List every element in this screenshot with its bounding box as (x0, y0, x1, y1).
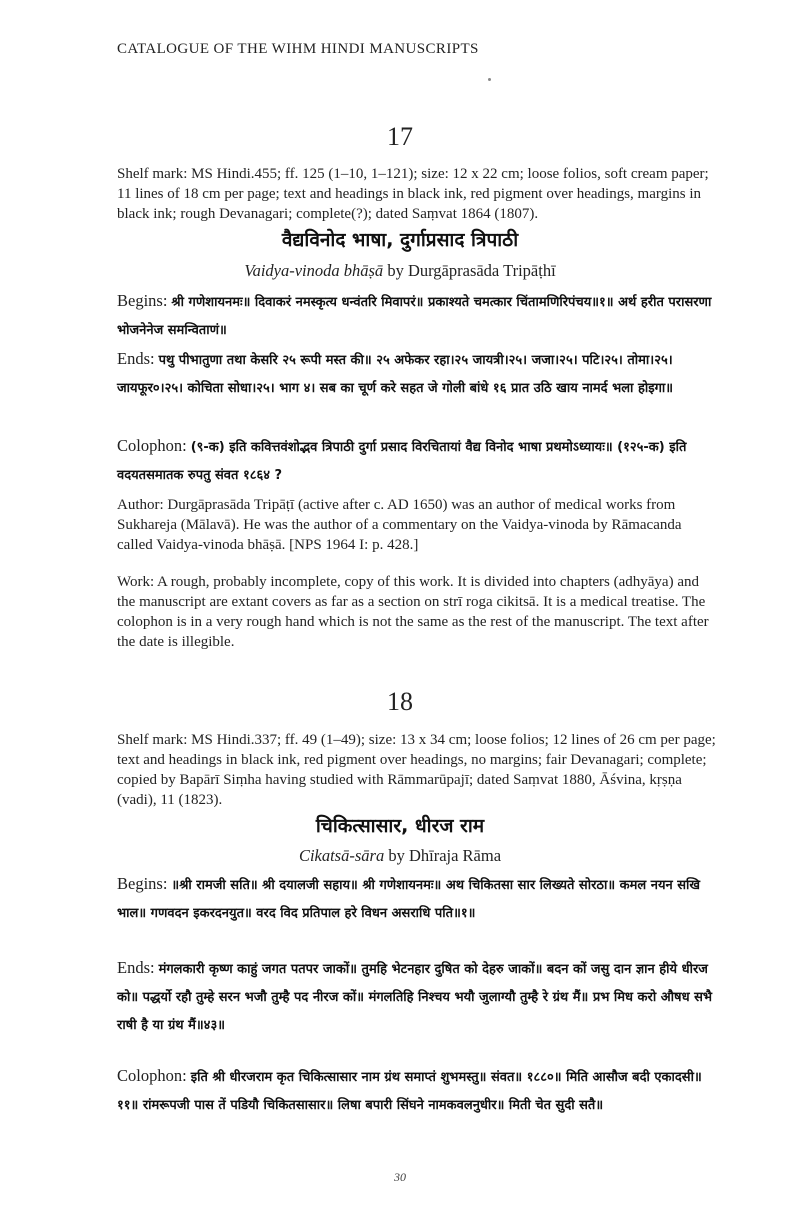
entry-17-title-roman: Vaidya-vinoda bhāṣā (244, 261, 384, 280)
begins-text: श्री गणेशायनमः॥ दिवाकरं नमस्कृत्य धन्वंतरि मिवापरं॥ प्रकाश्यते चमत्कार चिंतामणिरिपंचय॥१॥ अर्थ हरीत परासरणा भोजनेनेज समन्विताणं॥ (117, 295, 712, 338)
entry-17-title-devanagari: वैद्यविनोद भाषा, दुर्गाप्रसाद त्रिपाठी (281, 229, 519, 251)
entry-18-title-roman: Cikatsā-sāra (298, 846, 385, 865)
colophon-label: Colophon: (117, 436, 187, 455)
begins-label: Begins: (117, 874, 168, 893)
colophon-text: इति श्री धीरजराम कृत चिकित्सासार नाम ग्रंथ समाप्तं शुभमस्तु॥ संवत॥ १८८०॥ मिति आसौज बदी एकादसी॥११॥ रांमरूपजी पास तें पडियौ चिकितसासार॥ लिषा बपारी सिंघने नामकवलनुधीर॥ मिती चेत सुदी सतै॥ (117, 1070, 702, 1113)
entry-17-colophon (117, 432, 717, 489)
entry-17-title-author: by Durgāprasāda Tripāṭhī (387, 261, 556, 280)
entry-18-title-devanagari: चिकित्सासार, धीरज राम (315, 815, 485, 837)
entry-18-colophon (117, 1062, 717, 1119)
begins-text: ॥श्री रामजी सति॥ श्री दयालजी सहाय॥ श्री गणेशायनमः॥ अथ चिकितसा सार लिख्यते सोरठा॥ कमल नयन सखि भाल॥ गणवदन इकरदनयुत॥ वरद विद प्रतिपाल हरे विधन असराधि पति॥१॥ (117, 878, 701, 921)
ends-text: पथु पीभातुणा तथा केसरि २५ रूपी मस्त की॥ २५ अफेकर रहा।२५ जायत्री।२५। जजा।२५। पटि।२५। तोमा।२५। जायफूर०।२५। कोचिता सोधा।२५। भाग ४। सब का चूर्ण करे सहत जे गोली बांधे १६ प्रात उठि खाय नामर्द भला होइगा॥ (117, 353, 674, 396)
page-number: 30 (394, 1170, 406, 1184)
entry-17-shelfmark: Shelf mark: MS Hindi.455; ff. 125 (1–10, 1–121); size: 12 x 22 cm; loose folios, soft cream paper; 11 lines of 18 cm per page; text and headings in black ink, red pigment over headings, margins in black ink; rough Devanagari; complete(?); dated Saṃvat 1864 (1807). (117, 166, 709, 222)
colophon-text: (९-क) इति कवित्तवंशोद्भव त्रिपाठी दुर्गा प्रसाद विरचितायां वैद्य विनोद भाषा प्रथमोऽध्यायः॥ (१२५-क) इति वदयतसमातक रुपतु संवत १८६४ ? (117, 440, 687, 483)
begins-label: Begins: (117, 291, 168, 310)
entry-18-title-author: by Dhīraja Rāma (388, 846, 502, 865)
ends-label: Ends: (117, 958, 155, 977)
entry-17-author-note: Author: Durgāprasāda Tripāṭī (active after c. AD 1650) was an author of medical works from Sukhareja (Mālavā). He was the author of a commentary on the Vaidya-vinoda by Rāmacanda called Vaidya-vinoda bhāṣā. [NPS 1964 I: p. 428.] (117, 497, 682, 553)
entry-18-title-line (0, 846, 800, 866)
entry-18-shelfmark: Shelf mark: MS Hindi.337; ff. 49 (1–49); size: 13 x 34 cm; loose folios; 12 lines of 26 cm per page; text and headings in black ink, red pigment over headings, no margins; fair Devanagari; complete; copied by Bapārī Siṃha having studied with Rāmmarūpajī; dated Saṃvat 1880, Āśvina, kṛṣṇa (vadi), 11 (1823). (117, 732, 716, 808)
ends-label: Ends: (117, 349, 155, 368)
entry-18-ends (117, 954, 717, 1039)
stray-mark (488, 78, 491, 81)
entry-17-ends (117, 345, 717, 402)
entry-17-title-line (0, 261, 800, 281)
entry-18-begins (117, 870, 717, 927)
running-head: CATALOGUE OF THE WIHM HINDI MANUSCRIPTS (117, 41, 479, 57)
colophon-label: Colophon: (117, 1066, 187, 1085)
entry-17-number: 17 (387, 122, 413, 151)
entry-18-number: 18 (387, 687, 413, 716)
entry-17-begins (117, 287, 717, 344)
ends-text: मंगलकारी कृष्ण काहुं जगत पतपर जाकों॥ तुमहि भेटनहार दुषित को देहरु जाकों॥ बदन कों जसु दान ज्ञान हीये धीरज को॥ पद्धर्यो रहौ तुम्हे सरन भजौ तुम्है पद नीरज कों॥ मंगलतिहि निश्चय भयौ जुलाग्यौ तुम्है रे ग्रंथ मैं॥ प्रभ मिध करो औषध सभै राषी है या ग्रंथ मैं॥४३॥ (117, 962, 713, 1033)
entry-17-work-note: Work: A rough, probably incomplete, copy of this work. It is divided into chapters (adhyāya) and the manuscript are extant covers as far as a section on strī roga cikitsā. It is a medical treatise. The colophon is in a very rough hand which is not the same as the rest of the manuscript. The text after the date is illegible. (117, 574, 709, 650)
